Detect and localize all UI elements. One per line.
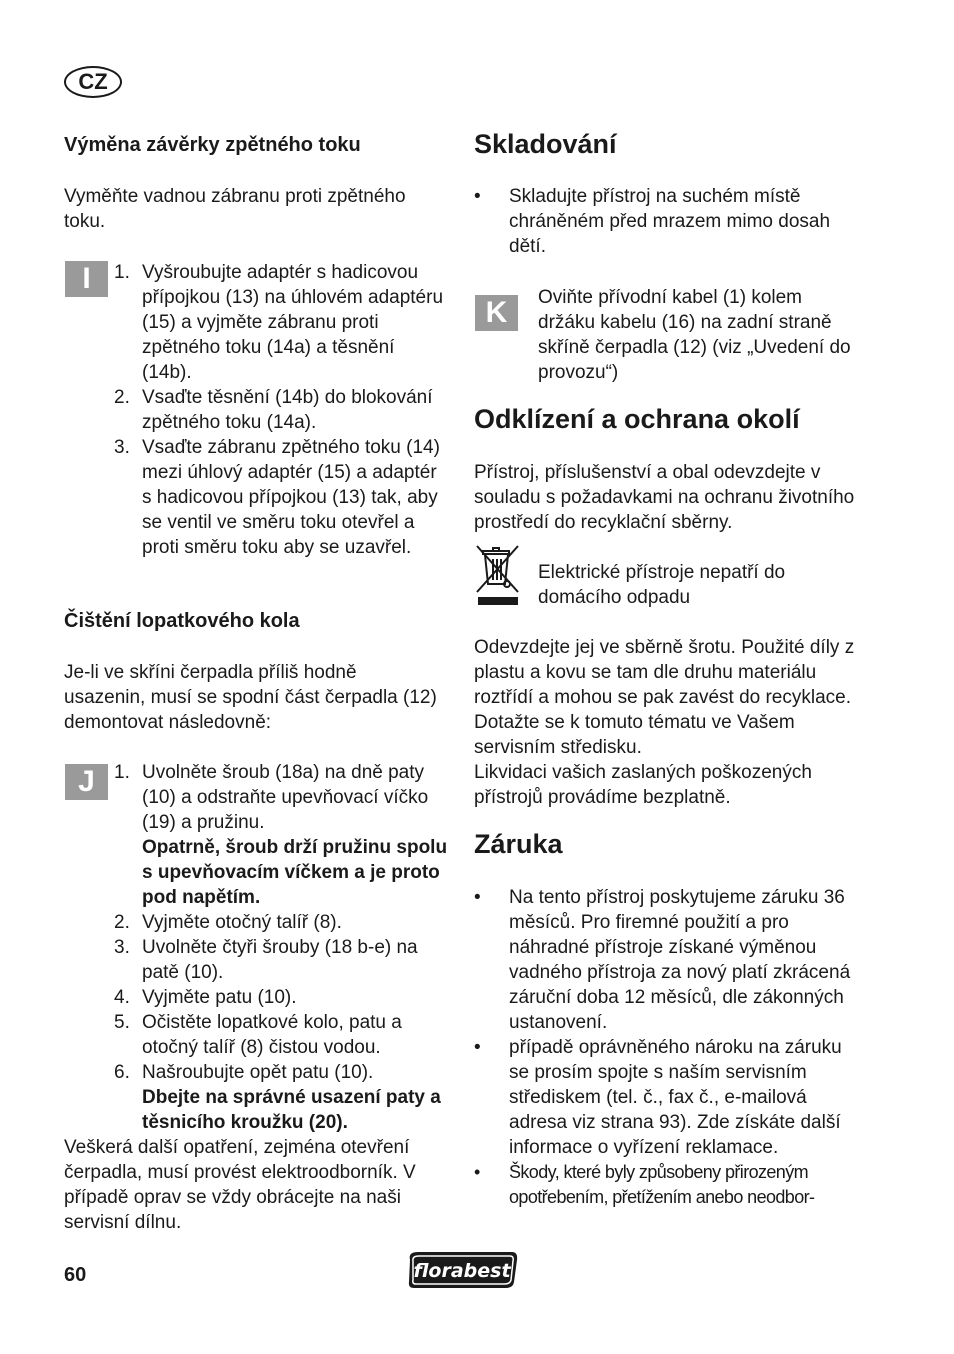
paragraph-replace-valve: Vyměňte vadnou zábranu proti zpětného toku. — [64, 186, 406, 232]
paragraph-disposal: Přístroj, příslušenství a obal odevzdejte v souladu s požadavkami na ochranu životního prostředí do recyklační sběrny. — [474, 462, 855, 533]
svg-text:florabest: florabest — [413, 1260, 511, 1282]
paragraph-free-disposal: Likvidaci vašich zaslaných poškozených přístrojů provádíme bezplatně. — [474, 762, 812, 808]
list-item: • Skladujte přístroj na suchém místě chráněném před mrazem mimo dosah dětí. — [474, 186, 831, 257]
steps-list-i — [114, 260, 448, 560]
list-item: 1. Vyšroubujte adaptér s hadicovou přípojkou (13) na úhlovém adaptéru (15) a vyjměte zábranu proti zpětného toku (14a) a těsnění (14b). — [114, 262, 444, 383]
list-item: 6. Našroubujte opět patu (10). Dbejte na správné usazení paty a těsnicího kroužku (20). — [114, 1062, 441, 1133]
heading-clean-impeller: Čištění lopatkového kola — [64, 610, 300, 632]
list-item: • Na tento přístroj poskytujeme záruku 36 měsíců. Pro firemné použití a pro náhradné přístroje získané výměnou vadného přístroja za nový platí zkrácená záruční doba 12 měsíců, dle zákonných ustanovení. — [474, 887, 851, 1033]
list-item: 1. Uvolněte šroub (18a) na dně paty (10) a odstraňte upevňovací víčko (19) a pružinu. Opatrně, šroub drží pružinu spolu s upevňovacím víčkem a je proto pod napětím. — [114, 762, 448, 908]
crossed-bin-icon — [474, 542, 522, 606]
florabest-logo — [404, 1246, 520, 1290]
heading-storage: Skladování — [474, 129, 617, 159]
list-item: 2. Vsaďte těsnění (14b) do blokování zpětného toku (14a). — [114, 387, 433, 433]
paragraph-clean-impeller: Je-li ve skříni čerpadla příliš hodně usazenin, musí se spodní část čerpadla (12) demontovat následovně: — [64, 662, 437, 733]
step-marker-i: I — [65, 261, 108, 297]
list-item: • Škody, které byly způsobeny přirozeným opotřebením, přetížením anebo neodbor- — [474, 1162, 815, 1207]
step-marker-k: K — [475, 295, 518, 331]
heading-warranty: Záruka — [474, 829, 563, 859]
paragraph-final-note: Veškerá další opatření, zejména otevření čerpadla, musí provést elektroodborník. V případě oprav se vždy obrácejte na naši servisní dílnu. — [64, 1137, 416, 1233]
list-item: 5. Očistěte lopatkové kolo, patu a otočný talíř (8) čistou vodou. — [114, 1012, 402, 1058]
paragraph-weee: Elektrické přístroje nepatří do domácího odpadu — [538, 562, 786, 608]
list-item: • případě oprávněného nároku na záruku se prosím spojte s naším servisním střediskem (tel. č., fax č., e-mailová adresa viz strana 93). Zde získáte další informace o vyřízení reklamace. — [474, 1037, 842, 1158]
list-item: 2. Vyjměte otočný talíř (8). — [114, 912, 342, 933]
list-item: 3. Uvolněte čtyři šrouby (18 b-e) na patě (10). — [114, 937, 418, 983]
list-item: 3. Vsaďte zábranu zpětného toku (14) mezi úhlový adaptér (15) a adaptér s hadicovou přípojkou (13) tak, aby se ventil ve směru toku otevřel a proti směru toku aby se uzavřel. — [114, 437, 440, 558]
list-item: 4. Vyjměte patu (10). — [114, 987, 297, 1008]
page-number: 60 — [64, 1264, 87, 1286]
steps-list-j — [114, 760, 450, 1135]
paragraph-scrap: Odevzdejte jej ve sběrně šrotu. Použité díly z plastu a kovu se tam dle druhu materiálu roztřídí a mohou se pak zavést do recyklace. Dotažte se k tomuto tématu ve Vašem servisním středisku. — [474, 637, 855, 758]
storage-bullets — [474, 184, 864, 259]
language-badge: CZ — [64, 66, 122, 98]
heading-disposal: Odklízení a ochrana okolí — [474, 404, 800, 434]
heading-replace-valve: Výměna závěrky zpětného toku — [64, 134, 361, 156]
paragraph-cable: Oviňte přívodní kabel (1) kolem držáku kabelu (16) na zadní straně skříně čerpadla (12) (viz „Uvedení do provozu“) — [538, 287, 851, 383]
warranty-bullets — [474, 885, 864, 1210]
step-marker-j: J — [65, 764, 108, 800]
